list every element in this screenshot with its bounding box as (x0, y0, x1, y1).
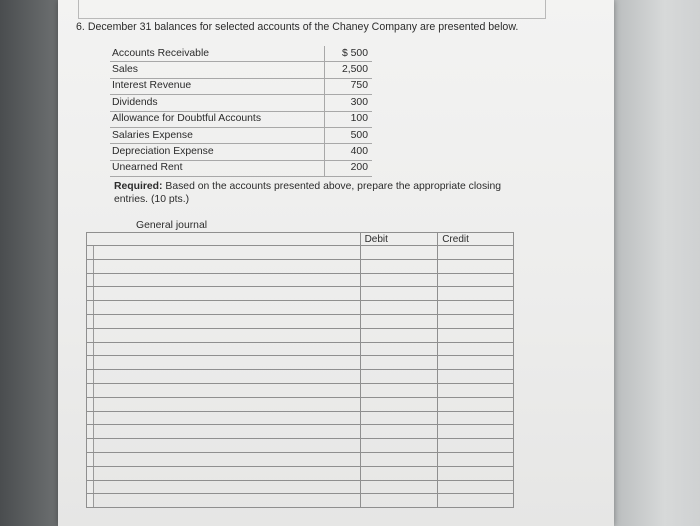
journal-entry-row[interactable] (87, 383, 514, 397)
account-row (110, 144, 372, 160)
journal-entry-row[interactable] (87, 466, 514, 480)
journal-debit-cell[interactable] (360, 466, 438, 480)
account-amount: $ 500 (325, 46, 373, 62)
journal-credit-cell[interactable] (438, 383, 514, 397)
journal-account-cell[interactable] (87, 342, 361, 356)
journal-account-cell[interactable] (87, 480, 361, 494)
journal-credit-cell[interactable] (438, 397, 514, 411)
journal-credit-header: Credit (438, 233, 514, 246)
journal-debit-cell[interactable] (360, 301, 438, 315)
journal-credit-cell[interactable] (438, 480, 514, 494)
question-prompt (76, 21, 546, 34)
account-name: Salaries Expense (110, 127, 325, 143)
journal-credit-cell[interactable] (438, 494, 514, 508)
journal-entry-row[interactable] (87, 314, 514, 328)
journal-entry-row[interactable] (87, 397, 514, 411)
account-name: Allowance for Doubtful Accounts (110, 111, 325, 127)
general-journal-table[interactable] (86, 232, 514, 508)
account-row (110, 160, 372, 176)
journal-entry-row[interactable] (87, 273, 514, 287)
journal-entry-row[interactable] (87, 287, 514, 301)
journal-account-cell[interactable] (87, 356, 361, 370)
question-number: 6. (76, 21, 85, 33)
account-name: Interest Revenue (110, 78, 325, 94)
journal-debit-cell[interactable] (360, 397, 438, 411)
journal-debit-cell[interactable] (360, 342, 438, 356)
journal-credit-cell[interactable] (438, 273, 514, 287)
account-row (110, 95, 372, 111)
background-right (612, 0, 700, 526)
journal-account-cell[interactable] (87, 411, 361, 425)
journal-debit-cell[interactable] (360, 370, 438, 384)
journal-debit-cell[interactable] (360, 439, 438, 453)
journal-header-row (87, 233, 514, 246)
journal-account-cell[interactable] (87, 494, 361, 508)
journal-debit-cell[interactable] (360, 273, 438, 287)
account-balances-table (110, 46, 372, 177)
journal-credit-cell[interactable] (438, 246, 514, 260)
journal-account-header (87, 233, 361, 246)
journal-debit-cell[interactable] (360, 328, 438, 342)
journal-entry-row[interactable] (87, 356, 514, 370)
account-name: Sales (110, 62, 325, 78)
journal-credit-cell[interactable] (438, 411, 514, 425)
journal-account-cell[interactable] (87, 314, 361, 328)
account-amount: 750 (325, 78, 373, 94)
journal-account-cell[interactable] (87, 452, 361, 466)
journal-credit-cell[interactable] (438, 439, 514, 453)
journal-entry-row[interactable] (87, 480, 514, 494)
journal-entry-row[interactable] (87, 494, 514, 508)
required-text: Based on the accounts presented above, prepare the appropriate closing entries. (10 pts.) (114, 181, 502, 205)
journal-debit-cell[interactable] (360, 425, 438, 439)
journal-entry-row[interactable] (87, 411, 514, 425)
journal-credit-cell[interactable] (438, 452, 514, 466)
journal-account-cell[interactable] (87, 259, 361, 273)
journal-entry-row[interactable] (87, 328, 514, 342)
question-text: December 31 balances for selected accounts of the Chaney Company are presented below. (87, 21, 519, 33)
journal-credit-cell[interactable] (438, 342, 514, 356)
account-row (110, 46, 372, 62)
general-journal-label: General journal (136, 220, 208, 231)
journal-account-cell[interactable] (87, 273, 361, 287)
journal-debit-cell[interactable] (360, 452, 438, 466)
journal-debit-header: Debit (360, 233, 438, 246)
journal-entry-row[interactable] (87, 425, 514, 439)
journal-credit-cell[interactable] (438, 314, 514, 328)
account-amount: 100 (325, 111, 373, 127)
account-name: Depreciation Expense (110, 144, 325, 160)
journal-entry-row[interactable] (87, 370, 514, 384)
journal-debit-cell[interactable] (360, 356, 438, 370)
journal-credit-cell[interactable] (438, 466, 514, 480)
account-amount: 2,500 (325, 62, 373, 78)
account-row (110, 78, 372, 94)
journal-account-cell[interactable] (87, 397, 361, 411)
journal-credit-cell[interactable] (438, 259, 514, 273)
journal-account-cell[interactable] (87, 246, 361, 260)
background-left (0, 0, 62, 526)
journal-debit-cell[interactable] (360, 383, 438, 397)
journal-account-cell[interactable] (87, 370, 361, 384)
journal-debit-cell[interactable] (360, 494, 438, 508)
journal-account-cell[interactable] (87, 301, 361, 315)
journal-entry-row[interactable] (87, 259, 514, 273)
account-amount: 400 (325, 144, 373, 160)
journal-debit-cell[interactable] (360, 314, 438, 328)
journal-entry-row[interactable] (87, 342, 514, 356)
account-amount: 300 (325, 95, 373, 111)
account-row (110, 62, 372, 78)
journal-credit-cell[interactable] (438, 328, 514, 342)
previous-question-box (78, 0, 546, 19)
journal-credit-cell[interactable] (438, 370, 514, 384)
account-amount: 200 (325, 160, 373, 176)
account-name: Unearned Rent (110, 160, 325, 176)
journal-debit-cell[interactable] (360, 259, 438, 273)
account-row (110, 127, 372, 143)
journal-account-cell[interactable] (87, 439, 361, 453)
journal-debit-cell[interactable] (360, 480, 438, 494)
journal-credit-cell[interactable] (438, 301, 514, 315)
journal-account-cell[interactable] (87, 287, 361, 301)
journal-debit-cell[interactable] (360, 246, 438, 260)
journal-entry-row[interactable] (87, 301, 514, 315)
journal-debit-cell[interactable] (360, 411, 438, 425)
required-label: Required: (114, 181, 163, 192)
account-amount: 500 (325, 127, 373, 143)
journal-entry-row[interactable] (87, 246, 514, 260)
journal-account-cell[interactable] (87, 425, 361, 439)
required-instructions (114, 181, 514, 206)
journal-debit-cell[interactable] (360, 287, 438, 301)
journal-credit-cell[interactable] (438, 356, 514, 370)
journal-credit-cell[interactable] (438, 425, 514, 439)
account-name: Accounts Receivable (110, 46, 325, 62)
journal-account-cell[interactable] (87, 328, 361, 342)
journal-entry-row[interactable] (87, 452, 514, 466)
account-row (110, 111, 372, 127)
worksheet-page (58, 0, 614, 526)
journal-entry-row[interactable] (87, 439, 514, 453)
journal-account-cell[interactable] (87, 466, 361, 480)
journal-credit-cell[interactable] (438, 287, 514, 301)
journal-account-cell[interactable] (87, 383, 361, 397)
account-name: Dividends (110, 95, 325, 111)
